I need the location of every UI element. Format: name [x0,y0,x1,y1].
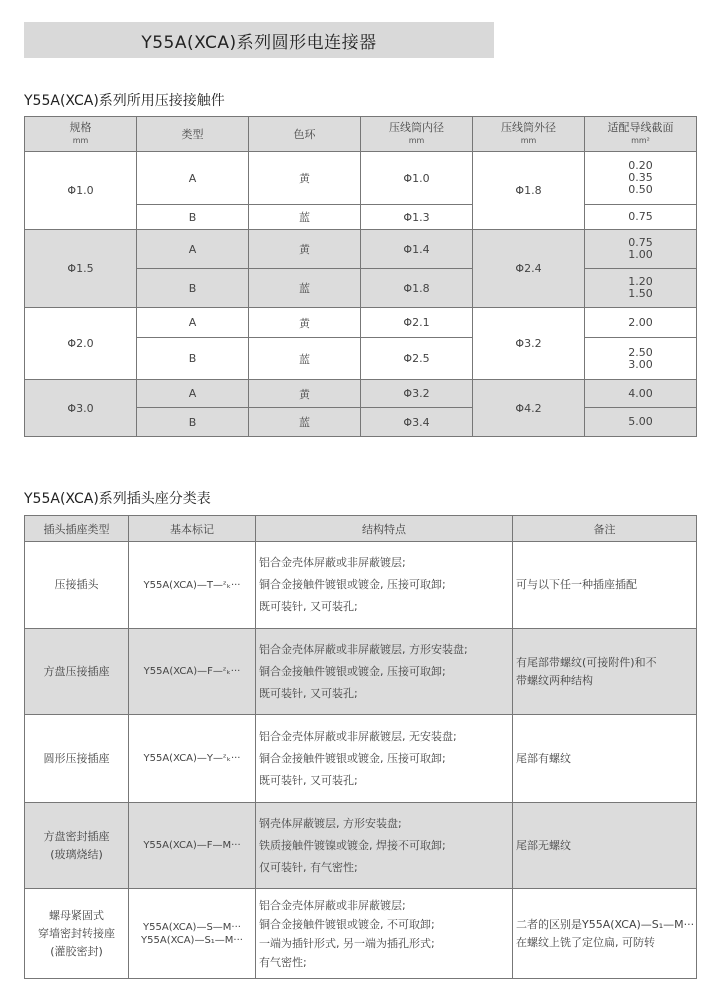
outer-cell: Φ2.4 [473,230,585,308]
basic-mark-cell: Y55A(XCA)—F—ᶻₖ··· [129,629,256,715]
structure-cell: 铝合金壳体屏蔽或非屏蔽镀层; 铜合金接触件镀银或镀金, 不可取卸; 一端为插针形式, 另一端为插孔形式; 有气密性; [256,889,513,979]
contact-table [24,116,697,437]
inner-cell: Φ2.5 [361,338,473,380]
structure-cell: 钢壳体屏蔽镀层, 方形安装盘; 铁质接触件镀镍或镀金, 焊接不可取卸; 仅可装针, 有气密性; [256,803,513,889]
outer-cell: Φ4.2 [473,380,585,437]
inner-cell: Φ1.8 [361,269,473,308]
color-cell: 黄 [249,380,361,408]
header-outer-diameter: 压线筒外径 mm [473,117,585,152]
outer-cell: Φ1.8 [473,152,585,230]
remark-cell: 二者的区别是Y55A(XCA)—S₁—M··· 在螺纹上铣了定位扁, 可防转 [513,889,697,979]
table-row [25,803,697,889]
inner-cell: Φ3.2 [361,380,473,408]
contact-section-title: Y55A(XCA)系列所用压接接触件 [24,93,225,109]
table-row [25,542,697,629]
inner-cell: Φ2.1 [361,308,473,338]
socket-type-cell: 圆形压接插座 [25,715,129,803]
structure-cell: 铝合金壳体屏蔽或非屏蔽镀层, 无安装盘; 铜合金接触件镀银或镀金, 压接可取卸; 既可装针, 又可装孔; [256,715,513,803]
spec-cell: Φ1.5 [25,230,137,308]
section-cell: 1.20 1.50 [585,269,697,308]
remark-cell: 尾部无螺纹 [513,803,697,889]
header-wire-section: 适配导线截面 mm² [585,117,697,152]
header-type: 类型 [137,117,249,152]
inner-cell: Φ3.4 [361,408,473,437]
color-cell: 黄 [249,152,361,205]
socket-type-cell: 压接插头 [25,542,129,629]
table-row [25,715,697,803]
spec-cell: Φ2.0 [25,308,137,380]
header-remark: 备注 [513,516,697,542]
inner-cell: Φ1.0 [361,152,473,205]
spec-cell: Φ1.0 [25,152,137,230]
header-color: 色环 [249,117,361,152]
structure-cell: 铝合金壳体屏蔽或非屏蔽镀层; 铜合金接触件镀银或镀金, 压接可取卸; 既可装针, 又可装孔; [256,542,513,629]
color-cell: 蓝 [249,205,361,230]
socket-type-cell: 螺母紧固式 穿墙密封转接座 (灌胶密封) [25,889,129,979]
remark-cell: 尾部有螺纹 [513,715,697,803]
type-cell: A [137,308,249,338]
inner-cell: Φ1.4 [361,230,473,269]
table-row [25,889,697,979]
classification-table-header [25,516,697,542]
section-cell: 2.00 [585,308,697,338]
classification-section-title: Y55A(XCA)系列插头座分类表 [24,491,211,507]
section-cell: 0.75 [585,205,697,230]
table-row [25,152,697,205]
header-basic-mark: 基本标记 [129,516,256,542]
section-cell: 4.00 [585,380,697,408]
remark-cell: 有尾部带螺纹(可接附件)和不 带螺纹两种结构 [513,629,697,715]
basic-mark-cell: Y55A(XCA)—T—ᶻₖ··· [129,542,256,629]
type-cell: B [137,408,249,437]
section-cell: 0.75 1.00 [585,230,697,269]
structure-cell: 铝合金壳体屏蔽或非屏蔽镀层, 方形安装盘; 铜合金接触件镀银或镀金, 压接可取卸; 既可装针, 又可装孔; [256,629,513,715]
outer-cell: Φ3.2 [473,308,585,380]
section-cell: 5.00 [585,408,697,437]
header-spec: 规格 mm [25,117,137,152]
basic-mark-cell: Y55A(XCA)—Y—ᶻₖ··· [129,715,256,803]
table-row [25,380,697,408]
type-cell: B [137,338,249,380]
basic-mark-cell: Y55A(XCA)—S—M··· Y55A(XCA)—S₁—M··· [129,889,256,979]
contact-table-header [25,117,697,152]
table-row [25,629,697,715]
basic-mark-cell: Y55A(XCA)—F—M··· [129,803,256,889]
type-cell: B [137,269,249,308]
color-cell: 蓝 [249,408,361,437]
section-cell: 2.50 3.00 [585,338,697,380]
page-title: Y55A(XCA)系列圆形电连接器 [24,22,494,58]
table-row [25,308,697,338]
color-cell: 蓝 [249,269,361,308]
color-cell: 黄 [249,230,361,269]
header-inner-diameter: 压线筒内径 mm [361,117,473,152]
table-row [25,230,697,269]
header-socket-type: 插头插座类型 [25,516,129,542]
socket-type-cell: 方盘密封插座 (玻璃烧结) [25,803,129,889]
spec-cell: Φ3.0 [25,380,137,437]
header-structure: 结构特点 [256,516,513,542]
type-cell: B [137,205,249,230]
type-cell: A [137,152,249,205]
color-cell: 黄 [249,308,361,338]
color-cell: 蓝 [249,338,361,380]
section-cell: 0.20 0.35 0.50 [585,152,697,205]
classification-table [24,515,697,979]
socket-type-cell: 方盘压接插座 [25,629,129,715]
type-cell: A [137,380,249,408]
remark-cell: 可与以下任一种插座插配 [513,542,697,629]
inner-cell: Φ1.3 [361,205,473,230]
type-cell: A [137,230,249,269]
